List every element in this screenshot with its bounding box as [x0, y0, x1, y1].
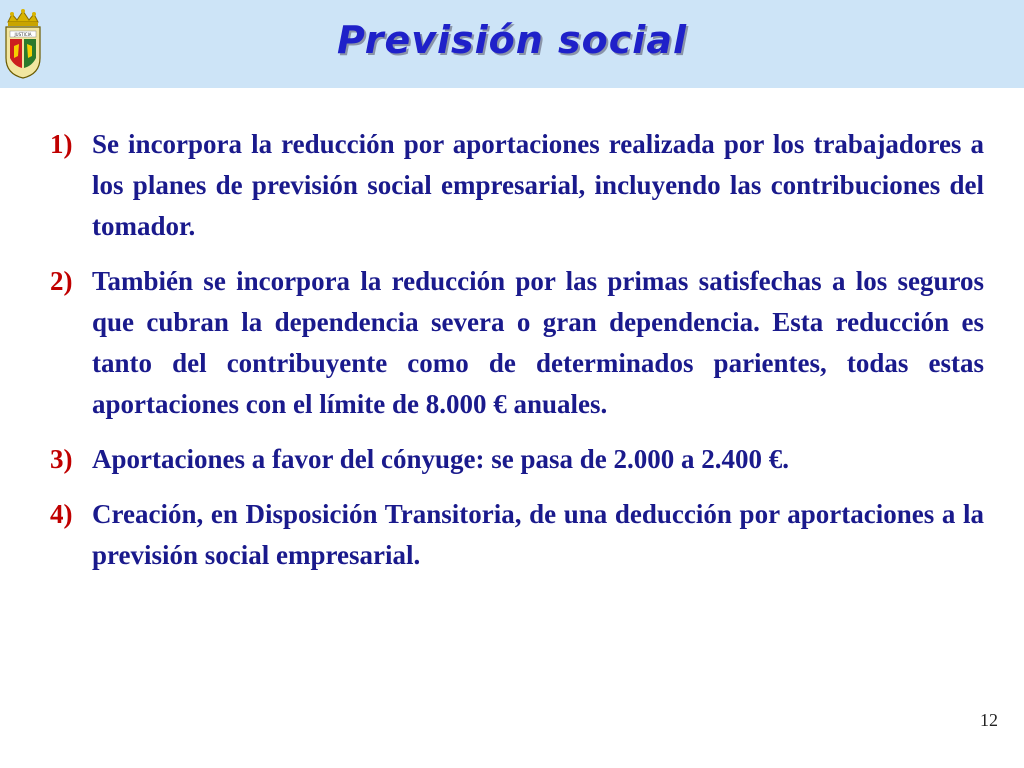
page-number: 12: [980, 710, 998, 730]
list-item: [50, 261, 984, 425]
item-number: 4): [50, 499, 73, 529]
item-text: También se incorpora la reducción por las primas satisfechas a los seguros que cubran la dependencia severa o gran dependencia. Esta reducción es tanto del contribuyente como de determinados parientes, todas estas aportaciones con el límite de 8.000 € anuales.: [92, 266, 984, 419]
header-banner: [0, 0, 1024, 88]
item-text: Aportaciones a favor del cónyuge: se pasa de 2.000 a 2.400 €.: [92, 444, 789, 474]
item-number: 1): [50, 129, 73, 159]
list-item: [50, 494, 984, 576]
bullet-list: [50, 124, 984, 590]
item-text: Se incorpora la reducción por aportaciones realizada por los trabajadores a los planes de previsión social empresarial, incluyendo las contribuciones del tomador.: [92, 129, 984, 241]
item-text: Creación, en Disposición Transitoria, de una deducción por aportaciones a la previsión social empresarial.: [92, 499, 984, 570]
item-number: 2): [50, 266, 73, 296]
svg-text:JUSTICIA: JUSTICIA: [14, 32, 32, 37]
list-item: [50, 439, 984, 480]
page-title: Previsión social: [337, 18, 687, 62]
item-number: 3): [50, 444, 73, 474]
list-item: [50, 124, 984, 247]
